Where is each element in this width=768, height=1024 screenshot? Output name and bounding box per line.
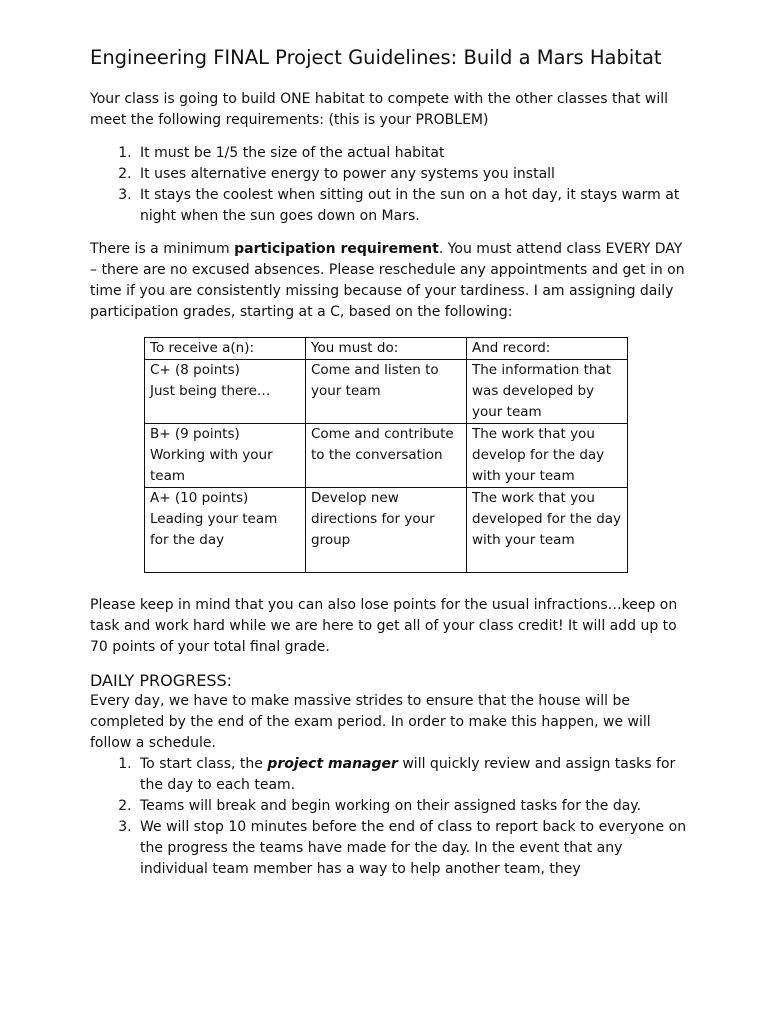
cell-text: B+ (9 points) Working with your team [150,426,273,484]
requirements-list [90,143,690,227]
table-header-row [145,338,628,360]
table-cell: Develop new directions for your group [306,488,467,573]
list-item: 2. It uses alternative energy to power any systems you install [136,164,690,185]
participation-text-end: . You must attend class EVERY DAY – there are no excused absences. Please reschedule any appointments and get in on time if you are consistently missing because of your tardiness. I am assigning daily participation grades, starting at a C, based on the following: [90,241,685,320]
table-cell [145,488,306,573]
table-cell: The information that was developed by your team [467,360,628,424]
note-paragraph: Please keep in mind that you can also lose points for the usual infractions…keep on task and work hard while we are here to get all of your class credit! It will add up to 70 points of your total final grade. [90,597,678,655]
table-cell: Come and contribute to the conversation [306,424,467,488]
table-header: You must do: [306,338,467,360]
table-header: And record: [467,338,628,360]
table-cell [145,360,306,424]
table-row [145,424,628,488]
list-item: 3. We will stop 10 minutes before the end of class to report back to everyone on the progress the teams have made for the day. In the event that any individual team member has a way to help another team, they [136,817,690,880]
table-row [145,360,628,424]
table-header: To receive a(n): [145,338,306,360]
intro-paragraph: Your class is going to build ONE habitat to compete with the other classes that will meet the following requirements: (this is your PROBLEM) [90,91,669,128]
list-item: 3. It stays the coolest when sitting out in the sun on a hot day, it stays warm at night when the sun goes down on Mars. [136,185,690,227]
list-item: 1. It must be 1/5 the size of the actual habitat [136,143,690,164]
table-row [145,488,628,573]
list-item: 2. Teams will break and begin working on their assigned tasks for the day. [136,796,690,817]
participation-paragraph [90,239,690,323]
table-cell: The work that you developed for the day with your team [467,488,628,573]
daily-progress-paragraph: Every day, we have to make massive strides to ensure that the house will be completed by the end of the exam period. In order to make this happen, we will follow a schedule. [90,693,651,751]
document-page [90,44,690,880]
cell-text: C+ (8 points) Just being there… [150,362,271,399]
project-manager-bold: project manager [267,756,398,772]
daily-progress-heading: DAILY PROGRESS: [90,671,233,690]
cell-text: A+ (10 points) Leading your team for the day [150,490,278,548]
list-item [136,754,690,796]
table-cell: The work that you develop for the day with your team [467,424,628,488]
grading-table [144,337,628,573]
table-cell [145,424,306,488]
schedule-list [90,754,690,880]
participation-text-start: There is a minimum [90,241,235,257]
table-cell: Come and listen to your team [306,360,467,424]
step1-text-start: To start class, the [140,756,268,772]
step1-text-end: will quickly review and assign tasks for the day to each team. [140,756,676,793]
page-title: Engineering FINAL Project Guidelines: Build a Mars Habitat [90,46,662,69]
participation-requirement-bold: participation requirement [234,241,439,257]
